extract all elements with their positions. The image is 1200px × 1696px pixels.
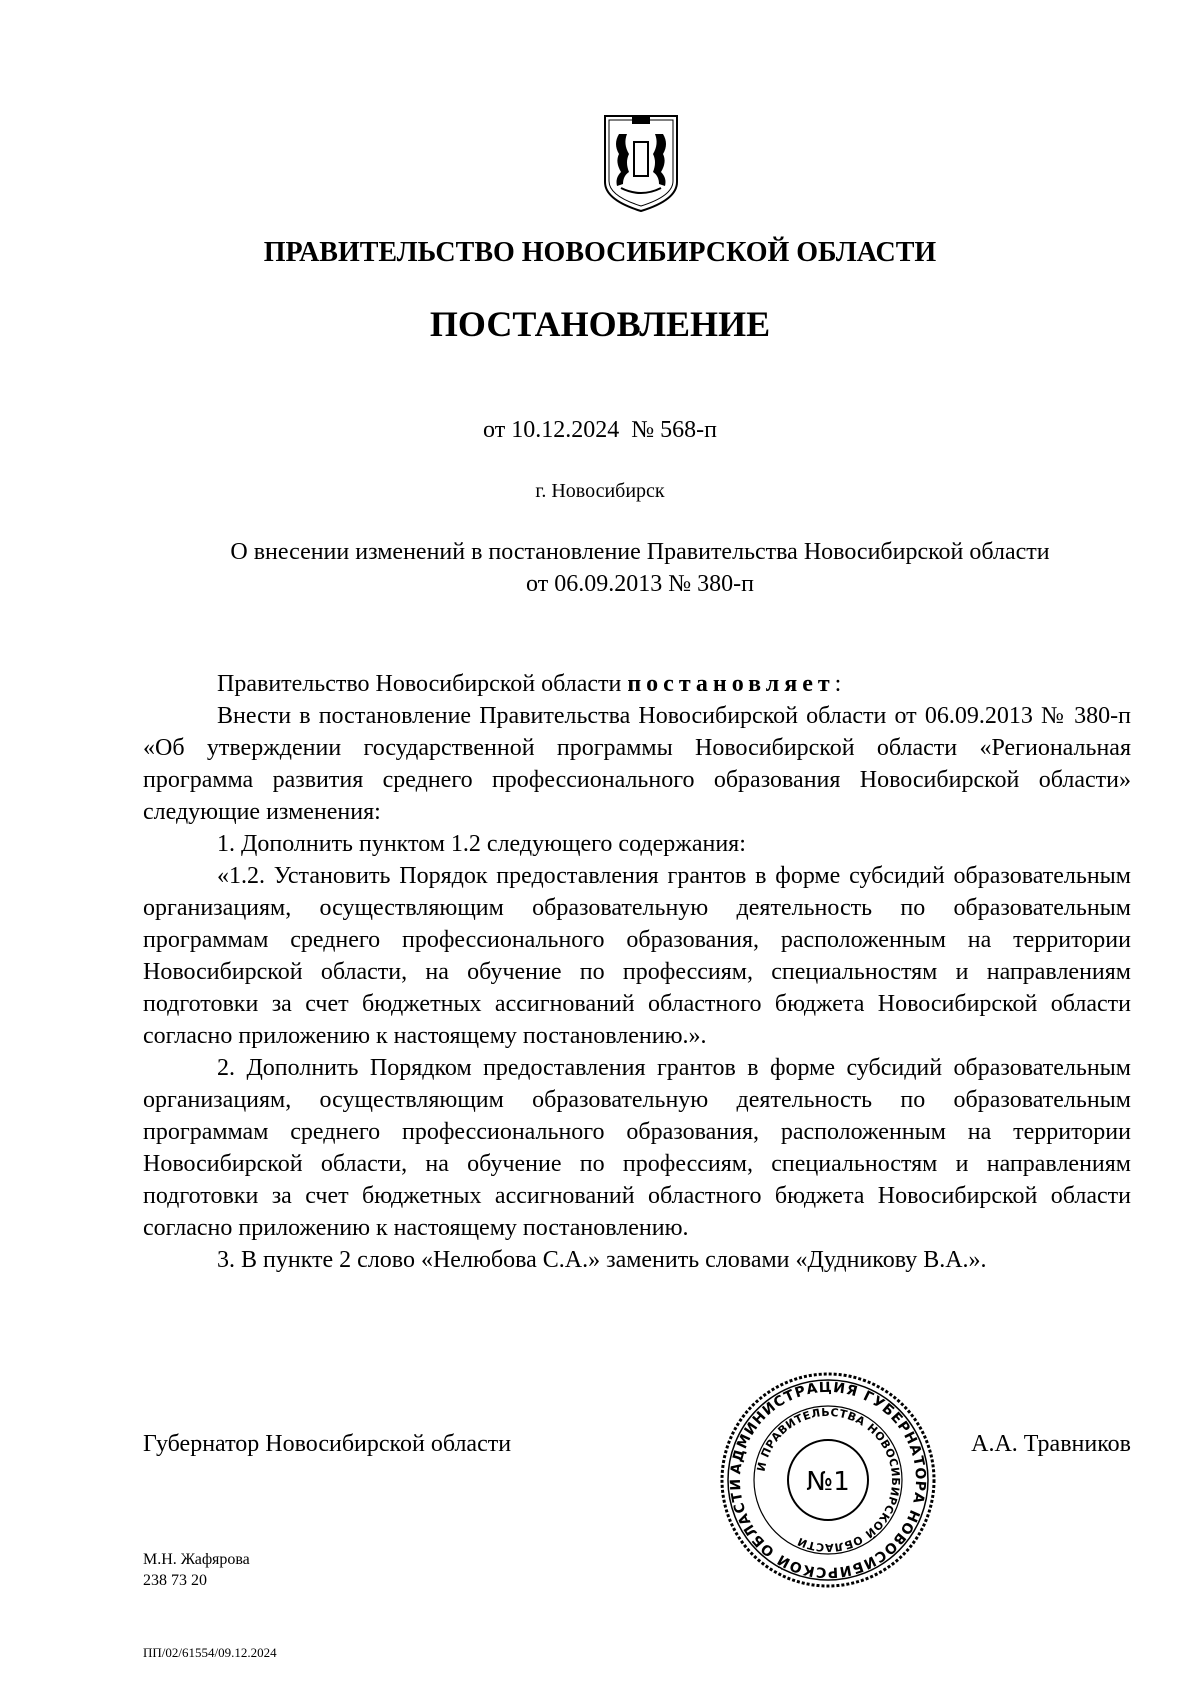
executor-phone: 238 73 20 [143, 1572, 207, 1589]
subject-line-1: О внесении изменений в постановление Правительства Новосибирской области [230, 539, 1050, 565]
paragraph-item-1: 1. Дополнить пунктом 1.2 следующего содержания: [217, 831, 746, 857]
paragraph-item-2: 2. Дополнить Порядком предоставления грантов в форме субсидий образовательным организациям, осуществляющим образовательную деятельность по образовательным программам среднего профессионального образования, расположенным на территории Новосибирской области, на обучение по профессиям, специальностям и направлениям подготовки за счет бюджетных ассигнований областного бюджета Новосибирской области согласно приложению к настоящему постановлению. [143, 1055, 1131, 1241]
signatory-name: А.А. Травников [971, 1431, 1131, 1457]
document-body [143, 668, 1131, 1276]
preamble [143, 668, 1131, 700]
preamble-verb: постановляет [627, 671, 835, 697]
date-number-line: от 10.12.2024 № 568-п [483, 417, 717, 443]
seal-number: №1 [806, 1467, 850, 1497]
preamble-start: Правительство Новосибирской области [217, 671, 628, 697]
preamble-end: : [834, 671, 842, 697]
document-subject [150, 536, 1130, 600]
seal-inner-text: И ПРАВИТЕЛЬСТВА НОВОСИБИРСКОЙ ОБЛАСТИ [754, 1405, 903, 1555]
seal-outer-text: АДМИНИСТРАЦИЯ ГУБЕРНАТОРА НОВОСИБИРСКОЙ ОБЛАСТИ [727, 1379, 929, 1581]
executor-block [143, 1549, 250, 1591]
official-seal-icon [718, 1370, 938, 1590]
paragraph-intro: Внести в постановление Правительства Новосибирской области от 06.09.2013 № 380-п «Об утверждении государственной программы Новосибирской области «Региональная программа развития среднего профессионального образования Новосибирской области» следующие изменения: [143, 703, 1131, 825]
organization-title: ПРАВИТЕЛЬСТВО НОВОСИБИРСКОЙ ОБЛАСТИ [263, 237, 937, 268]
document-type: ПОСТАНОВЛЕНИЕ [429, 304, 771, 344]
city-line: г. Новосибирск [535, 480, 665, 502]
signatory-position: Губернатор Новосибирской области [143, 1431, 512, 1457]
executor-name: М.Н. Жафярова [143, 1551, 250, 1568]
paragraph-item-1-2: «1.2. Установить Порядок предоставления грантов в форме субсидий образовательным организациям, осуществляющим образовательную деятельность по образовательным программам среднего профессионального образования, расположенным на территории Новосибирской области, на обучение по профессиям, специальностям и направлениям подготовки за счет бюджетных ассигнований областного бюджета Новосибирской области согласно приложению к настоящему постановлению.». [143, 863, 1131, 1049]
subject-line-2: от 06.09.2013 № 380-п [526, 571, 754, 597]
registration-number: ПП/02/61554/09.12.2024 [143, 1645, 277, 1660]
paragraph-item-3: 3. В пункте 2 слово «Нелюбова С.А.» заменить словами «Дудникову В.А.». [217, 1247, 987, 1273]
coat-of-arms-icon [601, 112, 681, 214]
